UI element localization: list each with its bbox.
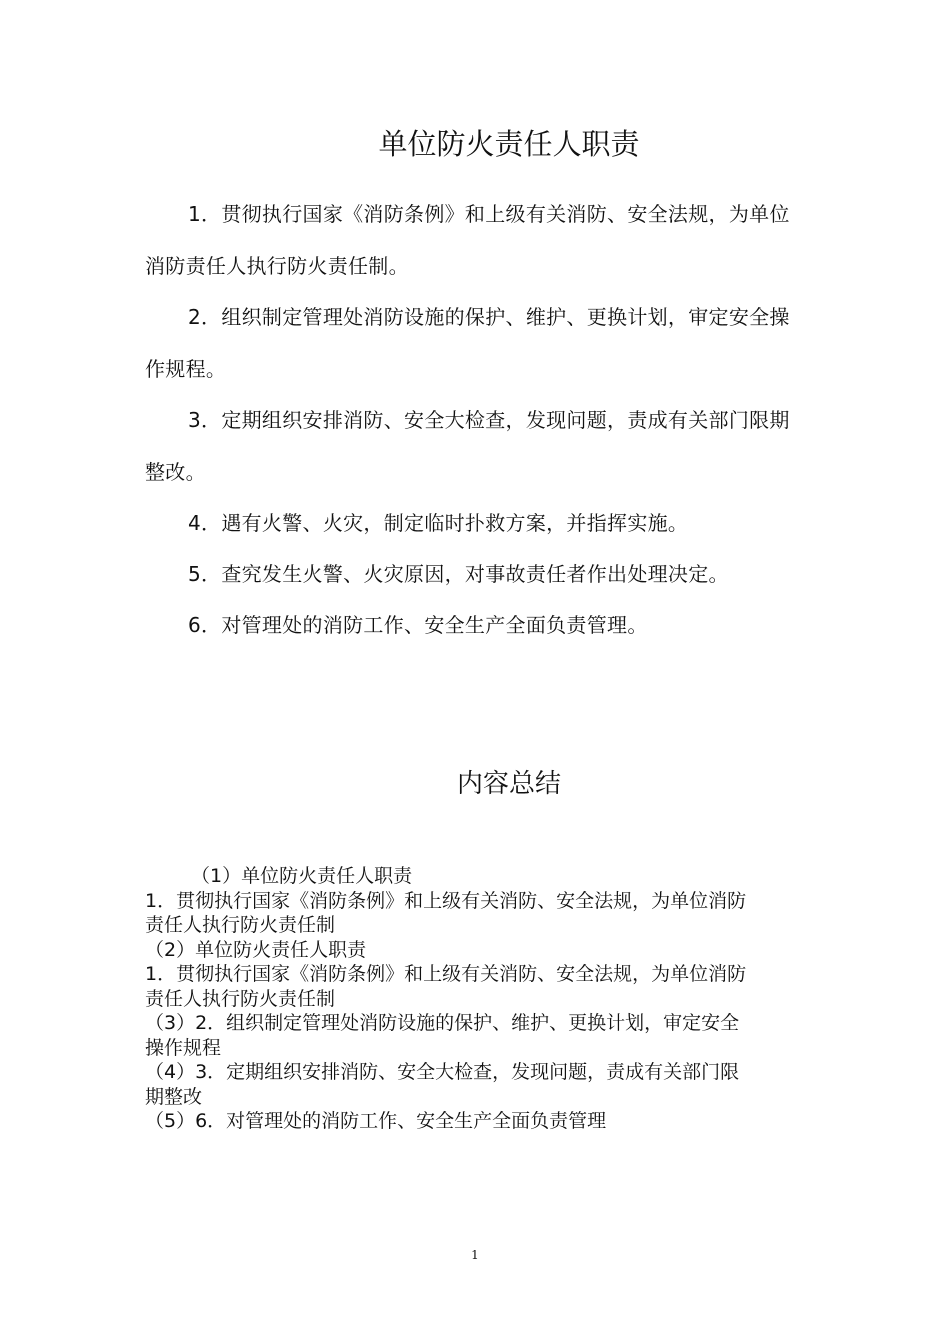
duty-item-4: 4．遇有火警、火灾，制定临时扑救方案，并指挥实施。 xyxy=(188,511,689,535)
summary-line: （5）6．对管理处的消防工作、安全生产全面负责管理 xyxy=(145,1110,607,1132)
summary-line: 责任人执行防火责任制 xyxy=(145,987,336,1010)
duty-item-1: 1．贯彻执行国家《消防条例》和上级有关消防、安全法规，为单位消防责任人执行防火责任制。 xyxy=(145,202,790,278)
duty-item-3: 3．定期组织安排消防、安全大检查，发现问题，责成有关部门限期整改。 xyxy=(145,408,790,484)
duty-item-6: 6．对管理处的消防工作、安全生产全面负责管理。 xyxy=(188,613,648,637)
summary-line: 责任人执行防火责任制 xyxy=(145,914,336,936)
duty-item-5: 5．查究发生火警、火灾原因，对事故责任者作出处理决定。 xyxy=(188,562,729,586)
summary-line: 1．贯彻执行国家《消防条例》和上级有关消防、安全法规，为单位消防 xyxy=(145,963,747,985)
page-number: 1 xyxy=(471,1248,479,1262)
summary-line: 1．贯彻执行国家《消防条例》和上级有关消防、安全法规，为单位消防 xyxy=(145,889,747,912)
summary-line: （3）2．组织制定管理处消防设施的保护、维护、更换计划，审定安全 xyxy=(145,1012,740,1034)
summary-line: 期整改 xyxy=(145,1085,203,1108)
summary-line: （2）单位防火责任人职责 xyxy=(145,938,367,961)
summary-line: 操作规程 xyxy=(145,1036,222,1059)
duty-item-2: 2．组织制定管理处消防设施的保护、维护、更换计划，审定安全操作规程。 xyxy=(145,305,790,381)
summary-line: （4）3．定期组织安排消防、安全大检查，发现问题，责成有关部门限 xyxy=(145,1061,740,1083)
summary-line: （1）单位防火责任人职责 xyxy=(191,865,413,887)
document-title: 单位防火责任人职责 xyxy=(378,127,640,161)
summary-section xyxy=(145,864,810,1134)
summary-title: 内容总结 xyxy=(456,769,561,799)
